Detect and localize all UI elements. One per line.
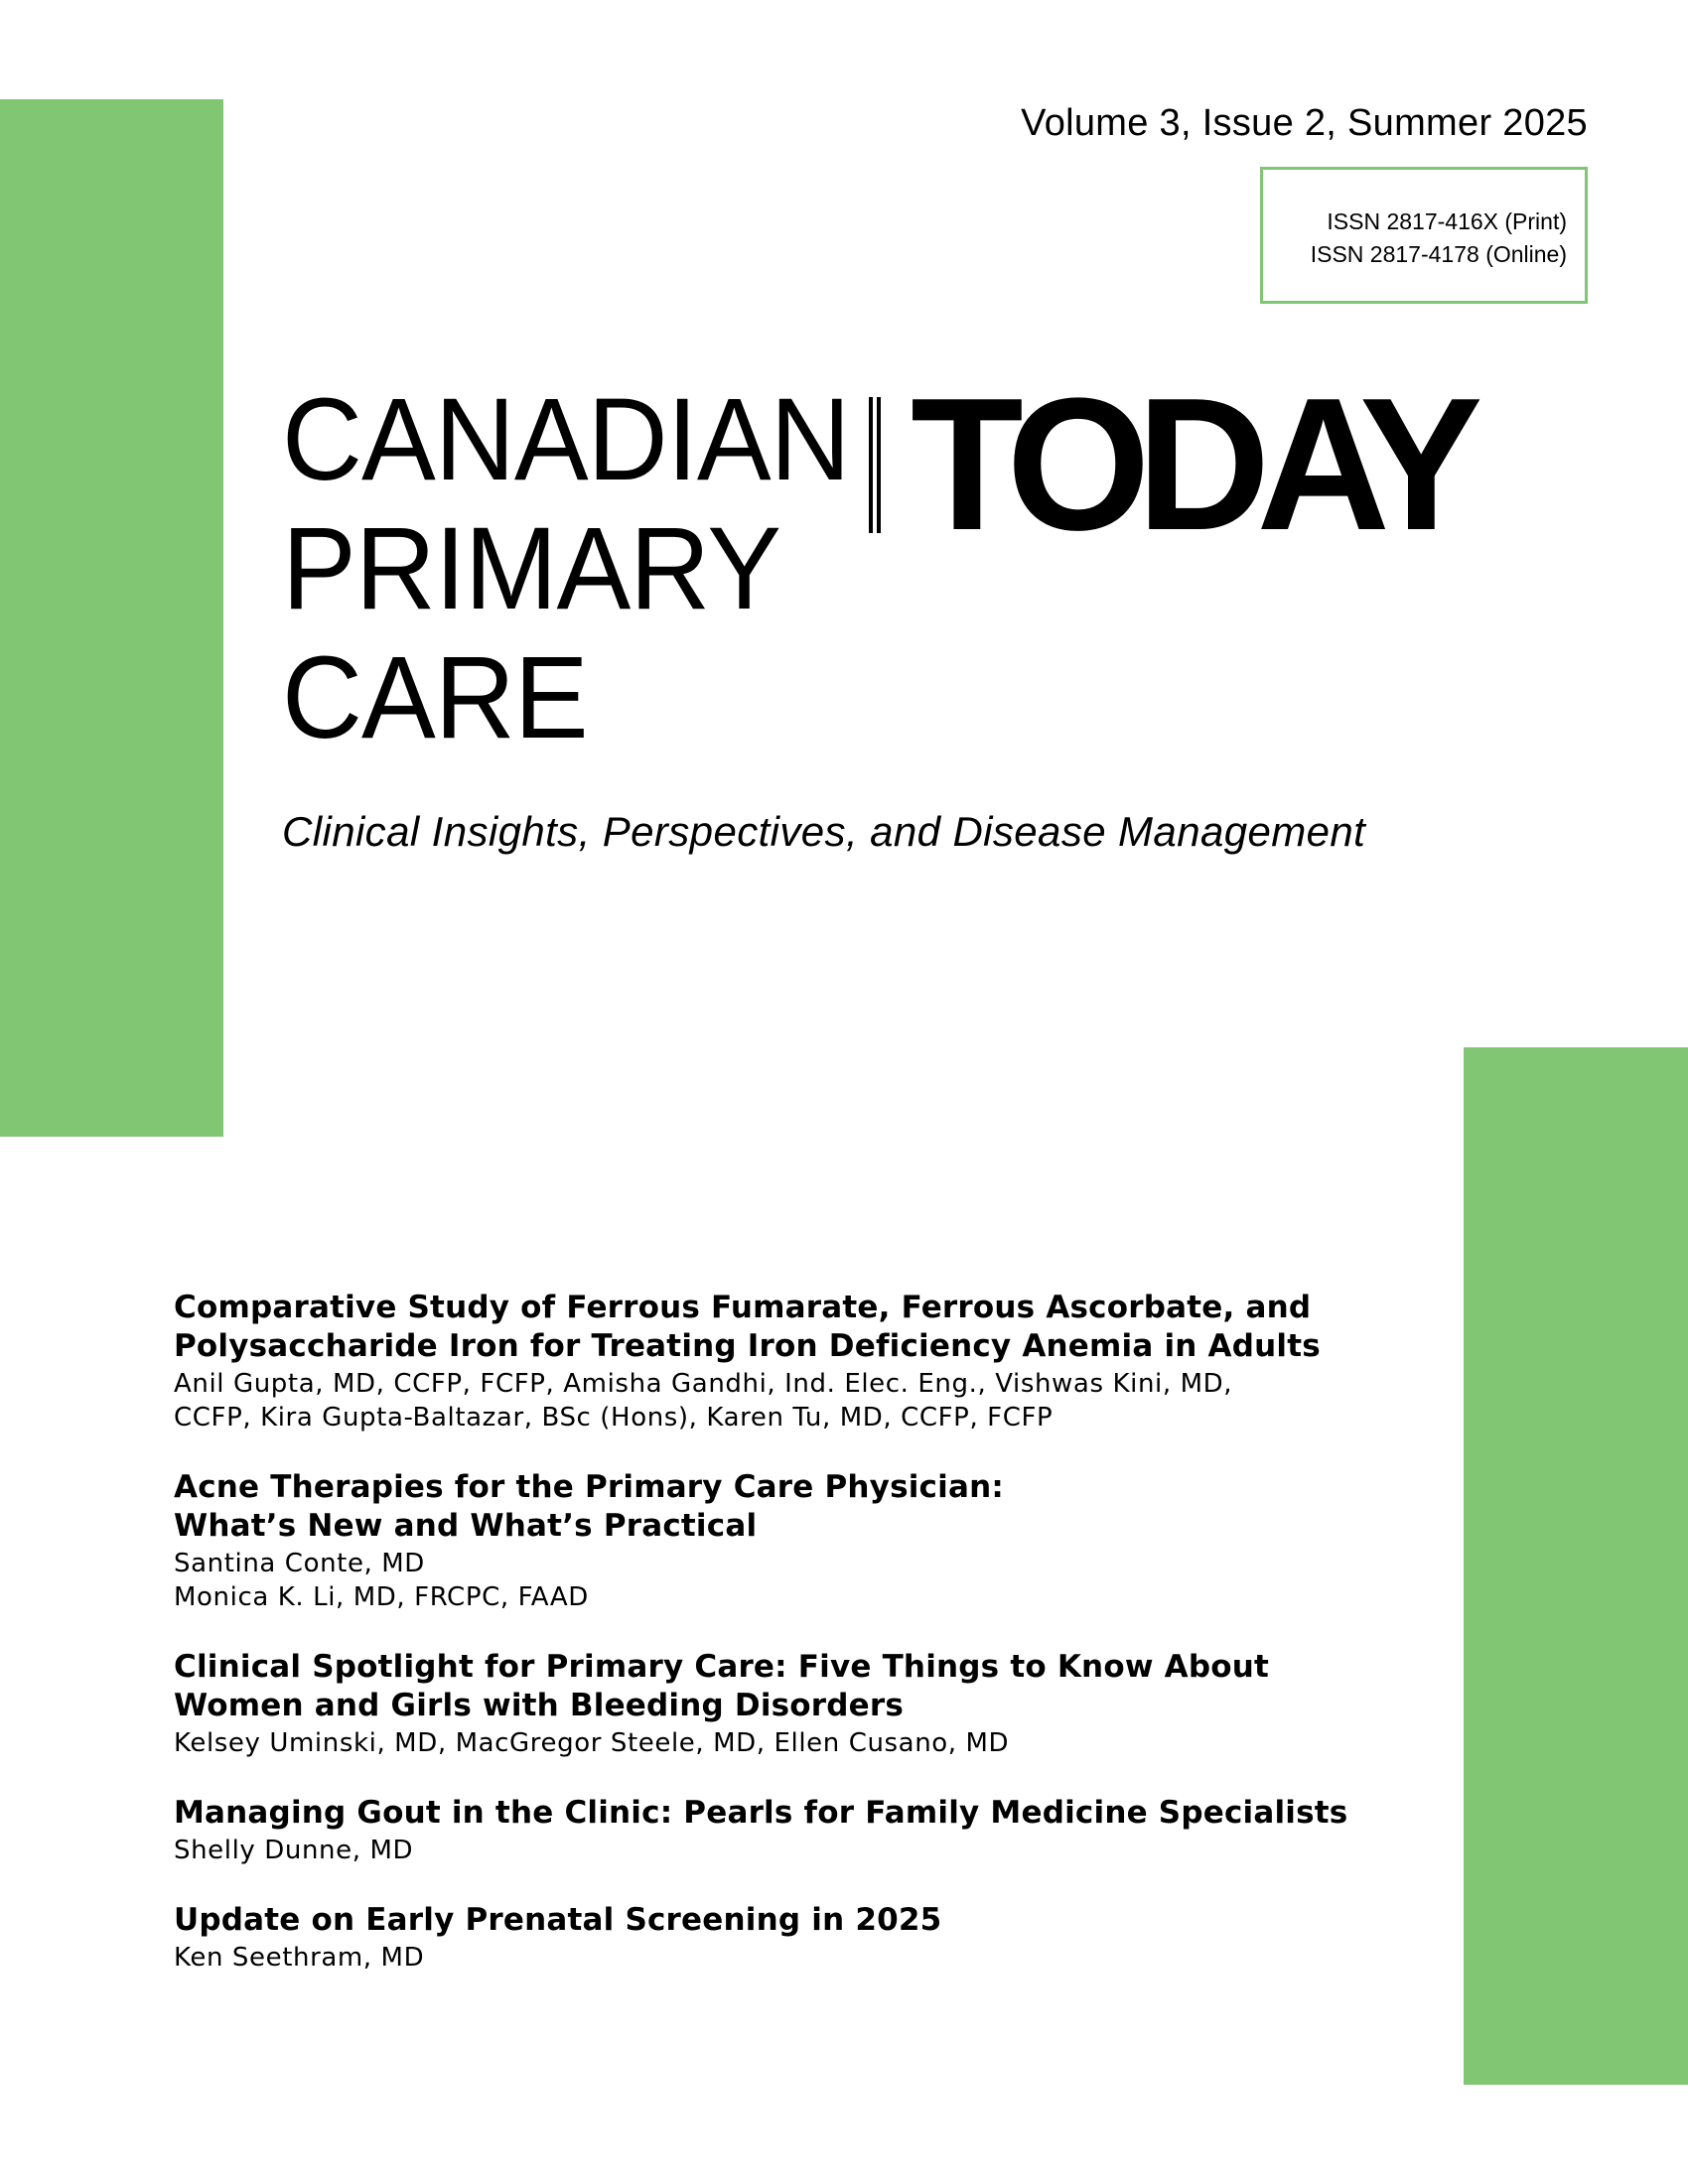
article-entry[interactable] — [174, 1468, 1445, 1614]
journal-title — [282, 375, 850, 762]
article-title[interactable] — [174, 1648, 1445, 1725]
article-title-line: Women and Girls with Bleeding Disorders — [174, 1688, 905, 1723]
volume-issue: Volume 3, Issue 2, Summer 2025 — [1021, 102, 1588, 144]
left-accent-bar — [0, 99, 223, 1137]
article-entry[interactable] — [174, 1289, 1445, 1434]
journal-title-line-3: CARE — [282, 632, 588, 763]
article-title-line: Clinical Spotlight for Primary Care: Five Things to Know About — [174, 1649, 1270, 1685]
article-authors-line: Monica K. Li, MD, FRCPC, FAAD — [174, 1582, 589, 1612]
article-title[interactable] — [174, 1468, 1445, 1546]
article-entry[interactable] — [174, 1648, 1445, 1760]
article-authors — [174, 1834, 1445, 1867]
article-authors — [174, 1367, 1445, 1434]
journal-title-today: TODAY — [911, 359, 1470, 570]
logo-divider-line — [869, 397, 873, 533]
article-title[interactable] — [174, 1901, 1445, 1940]
article-title-line: Comparative Study of Ferrous Fumarate, Ferrous Ascorbate, and — [174, 1290, 1312, 1325]
article-title-line: Acne Therapies for the Primary Care Physician: — [174, 1469, 1004, 1505]
article-authors-line: CCFP, Kira Gupta-Baltazar, BSc (Hons), Karen Tu, MD, CCFP, FCFP — [174, 1403, 1054, 1433]
article-title-line: Update on Early Prenatal Screening in 2025 — [174, 1902, 942, 1938]
article-entry[interactable] — [174, 1901, 1445, 1975]
article-title-line: What’s New and What’s Practical — [174, 1508, 758, 1544]
article-authors — [174, 1547, 1445, 1614]
article-authors-line: Santina Conte, MD — [174, 1549, 425, 1578]
article-title-line: Managing Gout in the Clinic: Pearls for Family Medicine Specialists — [174, 1795, 1348, 1831]
issn-online: ISSN 2817-4178 (Online) — [1310, 241, 1567, 267]
issn-print: ISSN 2817-416X (Print) — [1327, 208, 1567, 234]
article-authors — [174, 1726, 1445, 1760]
article-title[interactable] — [174, 1794, 1445, 1833]
article-authors-line: Shelly Dunne, MD — [174, 1836, 414, 1865]
journal-title-line-2: PRIMARY — [282, 503, 781, 634]
table-of-contents — [174, 1289, 1445, 2008]
journal-title-line-1: CANADIAN — [282, 374, 850, 505]
article-authors — [174, 1941, 1445, 1975]
article-authors-line: Ken Seethram, MD — [174, 1943, 425, 1973]
article-title[interactable] — [174, 1289, 1445, 1366]
journal-subtitle: Clinical Insights, Perspectives, and Disease Management — [282, 808, 1366, 855]
right-accent-bar — [1464, 1047, 1688, 2085]
article-authors-line: Kelsey Uminski, MD, MacGregor Steele, MD, Ellen Cusano, MD — [174, 1728, 1010, 1758]
issn-box — [1260, 167, 1588, 304]
logo-divider-line — [877, 397, 881, 533]
article-entry[interactable] — [174, 1794, 1445, 1867]
article-authors-line: Anil Gupta, MD, CCFP, FCFP, Amisha Gandhi, Ind. Elec. Eng., Vishwas Kini, MD, — [174, 1369, 1233, 1399]
logo-divider — [869, 397, 881, 533]
article-title-line: Polysaccharide Iron for Treating Iron Deficiency Anemia in Adults — [174, 1328, 1321, 1364]
